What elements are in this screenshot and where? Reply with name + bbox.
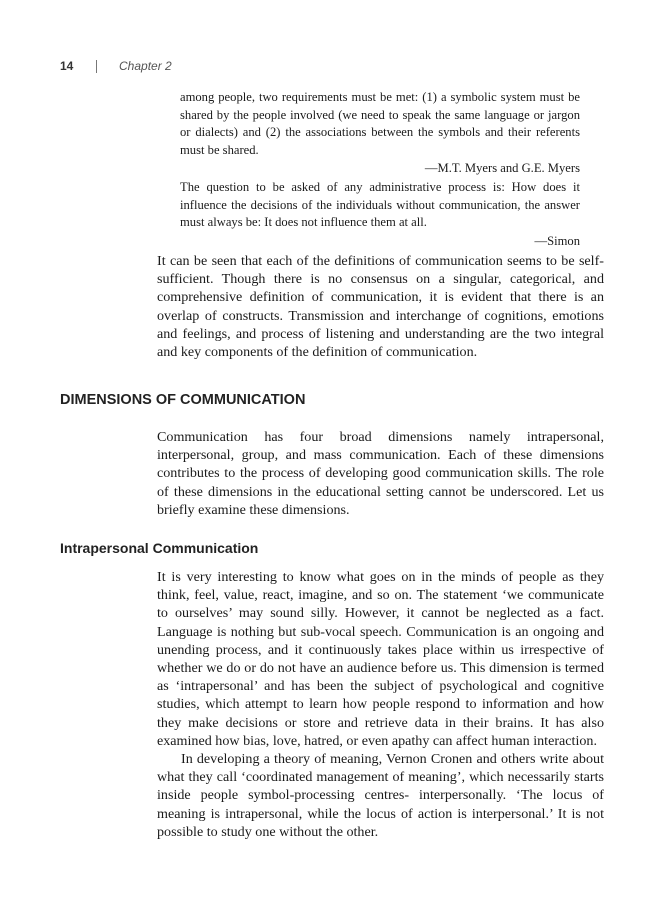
quote-attribution: —M.T. Myers and G.E. Myers [424, 161, 580, 175]
paragraph-intrapersonal [157, 568, 604, 841]
running-header [60, 59, 172, 73]
quote-text: among people, two requirements must be met: (1) a symbolic system must be shared by the people involved (we need to speak the same language or jargon or dialects) and (2) the associations between the symbols and their referents must be shared. [180, 90, 580, 157]
quote-text: The question to be asked of any administrative process is: How does it influence the decisions of the individuals without communication, the answer must always be: It does not influence them at all. [180, 180, 580, 229]
paragraph-text: It can be seen that each of the definitions of communication seems to be self-sufficient. Though there is no consensus on a singular, categorical, and comprehensive definition of communication, it is evident that there is an overlap of constructs. Transmission and interchange of cognitions, emotions and feelings, and process of listening and understanding are the two integral and key components of the definition of communication. [157, 253, 604, 361]
subsection-heading: Intrapersonal Communication [60, 540, 259, 556]
paragraph-text: Communication has four broad dimensions namely intrapersonal, interpersonal, group, and mass communication. Each of these dimensions contributes to the process of developing good communication skills. The role of these dimensions in the educational setting cannot be underscored. Let us briefly examine these dimensions. [157, 429, 604, 518]
block-quote-simon [180, 179, 580, 250]
paragraph-text: It is very interesting to know what goes on in the minds of people as they think, feel, value, react, imagine, and so on. The statement ‘we communicate to ourselves’ may sound silly. However, it cannot be neglected as a fact. Language is nothing but sub-vocal speech. Communication is an ongoing and unending process, and it continuously takes place within us irrespective of whether we do or do not have an audience before us. This dimension is termed as ‘intrapersonal’ and has been the subject of psychological and cognitive studies, which attempt to learn how people respond to information and how they make decisions or store and retrieve data in their brains. It has also examined how bias, love, hatred, or even apathy can affect human interaction. [157, 569, 604, 749]
quote-attribution: —Simon [534, 233, 580, 248]
chapter-label: Chapter 2 [119, 59, 172, 73]
paragraph-text: In developing a theory of meaning, Vernon Cronen and others write about what they call ‘coordinated management of meaning’, which necessarily starts inside people symbol-processing centres- interpersonally. ‘The locus of meaning is intrapersonal, while the locus of action is interpersonal.’ It is not possible to study one without the other. [157, 751, 604, 840]
paragraph-dimensions [157, 428, 604, 519]
header-divider [96, 60, 97, 73]
section-heading: DIMENSIONS OF COMMUNICATION [60, 392, 306, 408]
block-quote-myers [180, 89, 580, 178]
page-number: 14 [60, 59, 74, 73]
paragraph-definitions [157, 252, 604, 361]
